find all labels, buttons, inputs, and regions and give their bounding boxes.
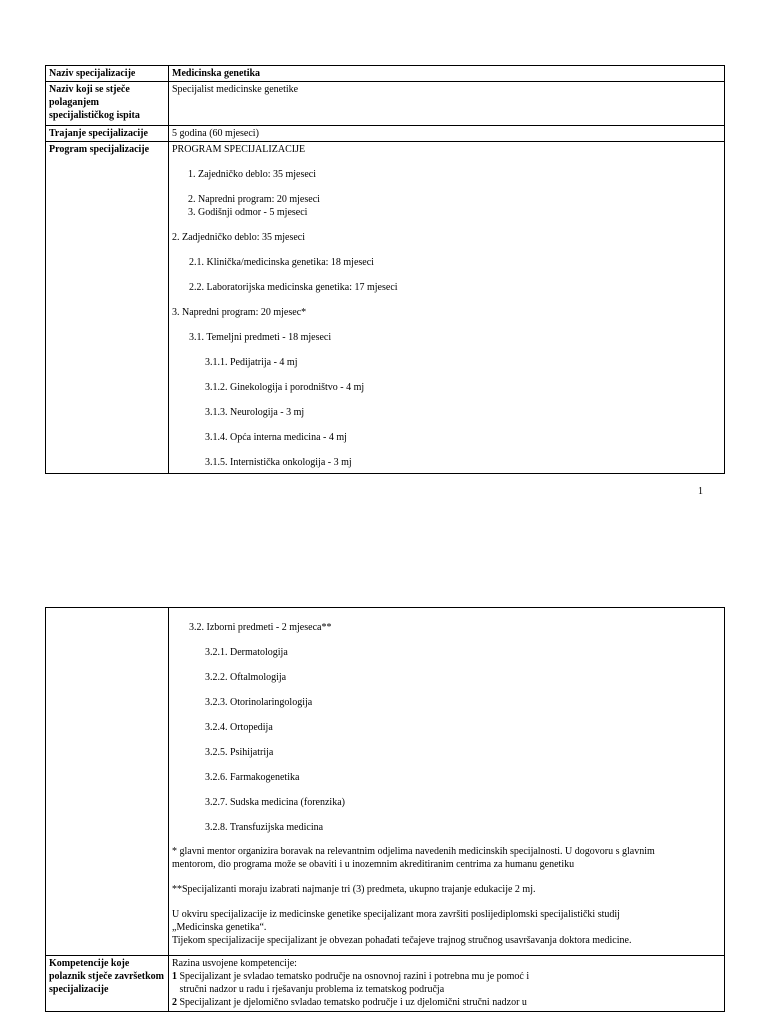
subject-item: 3.1.4. Opća interna medicina - 4 mj	[205, 432, 347, 443]
subsection-title: 3.2. Izborni predmeti - 2 mjeseca**	[189, 622, 332, 633]
footnote-mentor: * glavni mentor organizira boravak na relevantnim odjelima navedenih medicinskih specijalnosti. U dogovoru s glavnim	[172, 846, 655, 857]
row-value: 5 godina (60 mjeseci)	[169, 126, 725, 142]
subject-item: 3.1.1. Pedijatrija - 4 mj	[205, 357, 298, 368]
row-label: Naziv specijalizacije	[46, 66, 169, 82]
level-text: Specijalizant je djelomično svladao tematsko područje i uz djelomični stručni nadzor u	[177, 997, 527, 1008]
row-label: Program specijalizacije	[46, 142, 169, 474]
subject-item: 3.2.1. Dermatologija	[205, 647, 288, 658]
page1-table	[45, 65, 725, 474]
subject-item: 3.1.5. Internistička onkologija - 3 mj	[205, 457, 352, 468]
table-row	[46, 956, 725, 1012]
note-courses: Tijekom specijalizacije specijalizant je obvezan pohađati tečajeve trajnog stručnog usavršavanja doktora medicine.	[172, 935, 632, 946]
page-number: 1	[698, 486, 703, 497]
note-postgraduate: U okviru specijalizacije iz medicinske genetike specijalizant mora završiti poslijediplomski specijalistički studij	[172, 909, 620, 920]
subject-item: 3.2.4. Ortopedija	[205, 722, 273, 733]
overview-item: 3. Godišnji odmor - 5 mjeseci	[188, 207, 308, 218]
competence-intro: Razina usvojene kompetencije:	[172, 958, 297, 969]
subject-item: 3.2.6. Farmakogenetika	[205, 772, 300, 783]
subject-item: 3.2.5. Psihijatrija	[205, 747, 274, 758]
table-row	[46, 82, 725, 126]
competence-level-2	[172, 996, 721, 1009]
table-row	[46, 126, 725, 142]
section-title: 3. Napredni program: 20 mjesec*	[172, 307, 307, 318]
subsection-item: 2.2. Laboratorijska medicinska genetika: 17 mjeseci	[189, 282, 398, 293]
row-label	[46, 608, 169, 956]
program-heading: PROGRAM SPECIJALIZACIJE	[172, 144, 306, 155]
section-title: 2. Zadjedničko deblo: 35 mjeseci	[172, 232, 306, 243]
competence-level-1	[172, 970, 721, 983]
program-cell	[169, 142, 725, 474]
subject-item: 3.1.2. Ginekologija i porodništvo - 4 mj	[205, 382, 365, 393]
subject-item: 3.2.7. Sudska medicina (forenzika)	[205, 797, 345, 808]
table-row	[46, 142, 725, 474]
row-label: Naziv koji se stječe polaganjem specijalističkog ispita	[46, 82, 169, 126]
level-text: Specijalizant je svladao tematsko područje na osnovnoj razini i potrebna mu je pomoć i	[177, 971, 530, 982]
subject-item: 3.2.8. Transfuzijska medicina	[205, 822, 324, 833]
subsection-title: 3.1. Temeljni predmeti - 18 mjeseci	[189, 332, 332, 343]
table-row	[46, 608, 725, 956]
overview-item: 1. Zajedničko deblo: 35 mjeseci	[188, 169, 317, 180]
competence-cell	[169, 956, 725, 1012]
note-postgraduate-cont: „Medicinska genetika“.	[172, 922, 267, 933]
subject-item: 3.2.3. Otorinolaringologija	[205, 697, 313, 708]
row-value: Specijalist medicinske genetike	[169, 82, 725, 126]
row-label: Trajanje specijalizacije	[46, 126, 169, 142]
page2-table	[45, 607, 725, 1012]
competence-level-1-cont: stručni nadzor u radu i rješavanju problema iz tematskog područja	[172, 984, 445, 995]
table-row	[46, 66, 725, 82]
overview-item: 2. Napredni program: 20 mjeseci	[188, 194, 320, 205]
program-cell-continued	[169, 608, 725, 956]
row-label: Kompetencije koje polaznik stječe završetkom specijalizacije	[46, 956, 169, 1012]
level-number: 2	[172, 997, 177, 1008]
footnote-izborni: **Specijalizanti moraju izabrati najmanje tri (3) predmeta, ukupno trajanje edukacije 2 mj.	[172, 884, 536, 895]
subject-item: 3.1.3. Neurologija - 3 mj	[205, 407, 305, 418]
subsection-item: 2.1. Klinička/medicinska genetika: 18 mjeseci	[189, 257, 374, 268]
footnote-mentor-cont: mentorom, dio programa može se obaviti i u inozemnim akreditiranim centrima za humanu genetiku	[172, 859, 575, 870]
row-value: Medicinska genetika	[169, 66, 725, 82]
subject-item: 3.2.2. Oftalmologija	[205, 672, 287, 683]
level-number: 1	[172, 971, 177, 982]
